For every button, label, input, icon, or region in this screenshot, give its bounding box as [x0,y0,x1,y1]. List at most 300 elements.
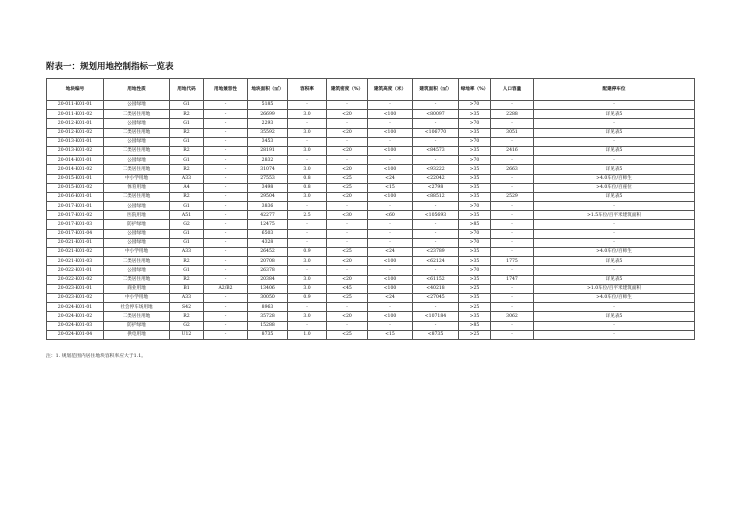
table-cell: 2832 [248,156,288,165]
table-row [47,275,695,284]
table-cell: 3.0 [288,275,327,284]
table-cell: 3.0 [288,165,327,174]
table-cell: >35 [459,248,491,257]
table-cell: >35 [459,192,491,201]
table-cell: >70 [459,119,491,128]
table-cell: <25 [327,330,368,339]
table-cell: - [491,137,534,146]
table-row [47,101,695,110]
table-cell: G1 [170,202,204,211]
table-cell: <27045 [413,293,459,302]
table-cell: - [368,119,413,128]
table-body [47,101,695,340]
table-cell: 20-024-K01-03 [47,321,104,330]
table-cell: 中小学用地 [104,293,170,302]
table-cell: 20-013-K01-02 [47,146,104,155]
table-cell: - [491,238,534,247]
column-header: 用地性质 [104,79,170,101]
table-cell: >35 [459,275,491,284]
table-cell: - [288,266,327,275]
table-cell: 20-023-K01-01 [47,284,104,293]
table-cell: <106770 [413,128,459,137]
table-cell: A4 [170,183,204,192]
column-header: 人口容量 [491,79,534,101]
table-cell: - [288,156,327,165]
table-cell: - [413,202,459,211]
table-cell: 3.0 [288,146,327,155]
table-row [47,202,695,211]
table-cell: - [204,330,248,339]
table-cell: 20-012-K01-01 [47,119,104,128]
table-cell: >70 [459,266,491,275]
table-cell: - [288,119,327,128]
table-cell: - [534,119,695,128]
table-cell: - [368,202,413,211]
table-cell: 20-023-K01-02 [47,293,104,302]
column-header: 用地兼容性 [204,79,248,101]
table-cell: >35 [459,312,491,321]
table-cell: R2 [170,165,204,174]
table-row [47,146,695,155]
table-cell: G1 [170,229,204,238]
table-cell: - [204,128,248,137]
column-header: 用地代码 [170,79,204,101]
table-row [47,229,695,238]
table-cell: - [413,220,459,229]
table-cell: <25 [327,174,368,183]
table-cell: G1 [170,119,204,128]
table-cell: 2529 [491,192,534,201]
table-cell: >35 [459,174,491,183]
table-cell: 20-015-K01-02 [47,183,104,192]
table-cell: 42277 [248,211,288,220]
table-cell: 35592 [248,128,288,137]
table-cell: - [534,229,695,238]
table-cell: - [288,303,327,312]
table-cell: - [534,303,695,312]
table-cell: 3051 [491,128,534,137]
table-row [47,119,695,128]
table-cell: 医院用地 [104,211,170,220]
table-row [47,110,695,119]
table-cell: - [413,137,459,146]
table-cell: - [204,192,248,201]
column-header: 地块编号 [47,79,104,101]
table-cell: - [491,321,534,330]
table-cell: - [491,220,534,229]
table-cell: <30 [327,211,368,220]
table-cell: <2798 [413,183,459,192]
table-cell: <20 [327,257,368,266]
table-cell: 供电用地 [104,330,170,339]
table-row [47,183,695,192]
table-cell: 2288 [491,110,534,119]
table-cell: 20-017-K01-02 [47,211,104,220]
table-cell: 2416 [491,146,534,155]
table-cell: - [327,229,368,238]
table-cell: - [327,266,368,275]
table-cell: - [327,303,368,312]
table-cell: - [368,156,413,165]
table-cell: >35 [459,257,491,266]
table-row [47,284,695,293]
table-cell: <61152 [413,275,459,284]
table-cell: 20-021-K01-02 [47,248,104,257]
table-cell: >70 [459,137,491,146]
table-cell: - [204,321,248,330]
table-cell: <80097 [413,110,459,119]
table-cell: R2 [170,257,204,266]
table-cell: >4.0车位/百座位 [534,183,695,192]
table-cell: - [204,257,248,266]
table-cell: 5185 [248,101,288,110]
table-cell: - [327,202,368,211]
table-cell: - [204,229,248,238]
table-cell: 详见表5 [534,312,695,321]
table-cell: - [368,238,413,247]
table-cell: 20-011-K01-01 [47,101,104,110]
table-cell: 详见表5 [534,192,695,201]
table-cell: - [327,321,368,330]
table-cell: - [204,146,248,155]
table-cell: 0.8 [288,183,327,192]
table-cell: - [491,284,534,293]
table-cell: - [327,156,368,165]
table-cell: - [413,321,459,330]
table-cell: 30050 [248,293,288,302]
table-cell: 20-015-K01-01 [47,174,104,183]
table-cell: 商业用地 [104,284,170,293]
table-cell: <25 [327,293,368,302]
table-cell: - [327,101,368,110]
table-cell: - [204,202,248,211]
table-cell: <23789 [413,248,459,257]
table-cell: 26378 [248,266,288,275]
table-cell: R2 [170,146,204,155]
table-cell: G1 [170,137,204,146]
table-cell: G1 [170,266,204,275]
table-cell: - [368,137,413,146]
table-cell: - [204,248,248,257]
table-cell: <45 [327,284,368,293]
table-cell: <100 [368,257,413,266]
table-cell: <100 [368,275,413,284]
table-cell: 公园绿地 [104,229,170,238]
table-cell: >25 [459,303,491,312]
table-cell: >25 [459,330,491,339]
table-cell: 20-014-K01-01 [47,156,104,165]
table-cell: - [491,229,534,238]
table-cell: - [204,211,248,220]
table-row [47,220,695,229]
table-cell: - [491,119,534,128]
table-cell: <20 [327,110,368,119]
table-cell: 27553 [248,174,288,183]
table-row [47,137,695,146]
table-cell: >25 [459,284,491,293]
table-cell: - [491,202,534,211]
table-cell: A51 [170,211,204,220]
table-cell: - [368,321,413,330]
page-title: 附表一：规划用地控制指标一览表 [46,62,174,72]
table-cell: - [204,293,248,302]
table-cell: - [534,137,695,146]
table-cell: 2.5 [288,211,327,220]
table-cell: <62124 [413,257,459,266]
table-cell: - [368,220,413,229]
table-cell: - [491,303,534,312]
table-cell: 20-022-K01-02 [47,275,104,284]
table-cell: - [204,119,248,128]
table-cell: 2663 [491,165,534,174]
table-cell: 20-024-K01-04 [47,330,104,339]
table-cell: - [491,330,534,339]
table-cell: G1 [170,238,204,247]
footnote: 注：1. 规划范围内居住地块容积率应大于1.1。 [46,354,147,359]
table-cell: <40218 [413,284,459,293]
table-cell: 3498 [248,183,288,192]
table-cell: - [534,321,695,330]
column-header: 容积率 [288,79,327,101]
table-cell: - [534,156,695,165]
table-cell: - [288,101,327,110]
table-cell: R2 [170,128,204,137]
table-cell: 二类居住用地 [104,312,170,321]
table-cell: >70 [459,156,491,165]
table-cell: A33 [170,293,204,302]
table-cell: >35 [459,165,491,174]
table-cell: 公园绿地 [104,101,170,110]
table-cell: 3.0 [288,192,327,201]
table-cell: A33 [170,174,204,183]
table-cell: - [491,183,534,192]
table-row [47,330,695,339]
table-cell: >1.5车位/百平米建筑面积 [534,211,695,220]
table-cell: 二类居住用地 [104,128,170,137]
table-cell: <100 [368,128,413,137]
table-cell: 详见表5 [534,110,695,119]
land-use-control-table [46,78,695,340]
table-cell: G1 [170,101,204,110]
table-cell: - [413,156,459,165]
table-cell: 20-013-K01-01 [47,137,104,146]
table-cell: 3062 [491,312,534,321]
table-cell: 26452 [248,248,288,257]
table-cell: 体育用地 [104,183,170,192]
table-cell: 详见表5 [534,128,695,137]
table-cell: >4.0车位/百师生 [534,293,695,302]
table-cell: R2 [170,110,204,119]
table-cell: <20 [327,312,368,321]
table-row [47,303,695,312]
table-cell: 31074 [248,165,288,174]
table-cell: - [204,165,248,174]
table-cell: - [204,101,248,110]
table-cell: 29504 [248,192,288,201]
table-cell: 中小学用地 [104,174,170,183]
table-cell: 详见表5 [534,275,695,284]
column-header: 建筑密度（%） [327,79,368,101]
table-cell: - [288,202,327,211]
table-cell: >70 [459,101,491,110]
table-cell: - [288,220,327,229]
table-cell: - [288,229,327,238]
table-cell: - [413,119,459,128]
table-cell: <20 [327,165,368,174]
table-cell: <15 [368,183,413,192]
table-cell: 3.0 [288,312,327,321]
table-cell: - [204,303,248,312]
table-cell: G2 [170,321,204,330]
table-cell: <100 [368,312,413,321]
table-cell: 详见表5 [534,165,695,174]
table-row [47,211,695,220]
table-cell: - [204,266,248,275]
table-cell: - [288,137,327,146]
table-cell: 二类居住用地 [104,275,170,284]
table-cell: - [327,238,368,247]
table-cell: - [204,183,248,192]
table-cell: 6503 [248,229,288,238]
table-cell: 防护绿地 [104,321,170,330]
table-cell: >4.0车位/百师生 [534,248,695,257]
table-cell: <20 [327,146,368,155]
table-cell: <20 [327,275,368,284]
table-cell: - [491,174,534,183]
table-cell: - [327,137,368,146]
table-cell: 15288 [248,321,288,330]
table-cell: <24 [368,293,413,302]
table-cell: <15 [368,330,413,339]
table-row [47,192,695,201]
table-cell: - [204,110,248,119]
table-cell: G2 [170,220,204,229]
table-cell: 20-017-K01-01 [47,202,104,211]
table-cell: 20-024-K01-02 [47,312,104,321]
table-cell: 公园绿地 [104,156,170,165]
table-cell: 0.9 [288,293,327,302]
table-cell: 20708 [248,257,288,266]
table-cell: 二类居住用地 [104,146,170,155]
table-cell: - [534,330,695,339]
table-cell: 二类居住用地 [104,257,170,266]
table-cell: >35 [459,146,491,155]
table-cell: - [368,229,413,238]
table-cell: 20-012-K01-02 [47,128,104,137]
table-cell: 详见表5 [534,257,695,266]
table-cell: <20 [327,192,368,201]
table-cell: R2 [170,192,204,201]
table-cell: A33 [170,248,204,257]
table-cell: - [413,101,459,110]
table-cell: 1.0 [288,330,327,339]
table-cell: - [413,238,459,247]
table-cell: 20-024-K01-01 [47,303,104,312]
table-cell: <24 [368,248,413,257]
table-cell: <84573 [413,146,459,155]
table-cell: 详见表5 [534,146,695,155]
table-cell: <25 [327,248,368,257]
table-cell: - [491,156,534,165]
table-cell: - [534,266,695,275]
table-cell: 中小学用地 [104,248,170,257]
table-cell: <107184 [413,312,459,321]
table-cell: - [413,229,459,238]
table-row [47,156,695,165]
table-cell: >85 [459,321,491,330]
table-cell: 13406 [248,284,288,293]
table-cell: 20-017-K01-04 [47,229,104,238]
table-cell: B1 [170,284,204,293]
table-cell: - [491,101,534,110]
table-cell: U12 [170,330,204,339]
table-cell: >35 [459,128,491,137]
table-cell: - [288,321,327,330]
table-cell: 0.8 [288,174,327,183]
table-cell: - [368,303,413,312]
table-cell: 公园绿地 [104,238,170,247]
table-cell: 12475 [248,220,288,229]
table-row [47,174,695,183]
table-cell: - [327,119,368,128]
table-row [47,257,695,266]
table-cell: - [534,202,695,211]
table-cell: 20-021-K01-01 [47,238,104,247]
table-cell: - [204,137,248,146]
table-cell: >85 [459,220,491,229]
table-row [47,238,695,247]
table-cell: 3.0 [288,284,327,293]
table-cell: S42 [170,303,204,312]
table-cell: - [413,266,459,275]
table-row [47,248,695,257]
table-cell: 8963 [248,303,288,312]
table-cell: >35 [459,211,491,220]
table-cell: >4.0车位/百师生 [534,174,695,183]
table-cell: >35 [459,183,491,192]
table-cell: - [204,238,248,247]
table-cell: 公园绿地 [104,119,170,128]
table-cell: <88512 [413,192,459,201]
table-cell: - [204,275,248,284]
table-cell: - [491,248,534,257]
table-cell: 公园绿地 [104,137,170,146]
table-row [47,293,695,302]
table-cell: <100 [368,192,413,201]
table-cell: G1 [170,156,204,165]
table-cell: 社会停车场用地 [104,303,170,312]
table-cell: - [288,238,327,247]
table-cell: <100 [368,146,413,155]
table-cell: 3.0 [288,128,327,137]
table-cell: 3.0 [288,110,327,119]
table-cell: - [413,303,459,312]
column-header: 绿地率（%） [459,79,491,101]
table-cell: - [534,101,695,110]
table-cell: - [204,174,248,183]
table-header-row [47,79,695,101]
table-cell: 二类居住用地 [104,165,170,174]
table-cell: R2 [170,275,204,284]
table-cell: 26699 [248,110,288,119]
table-cell: <24 [368,174,413,183]
table-cell: 3.0 [288,257,327,266]
table-cell: <100 [368,110,413,119]
table-cell: 20-014-K01-02 [47,165,104,174]
table-cell: >1.0车位/百平米建筑面积 [534,284,695,293]
table-cell: 公园绿地 [104,202,170,211]
table-cell: - [491,266,534,275]
